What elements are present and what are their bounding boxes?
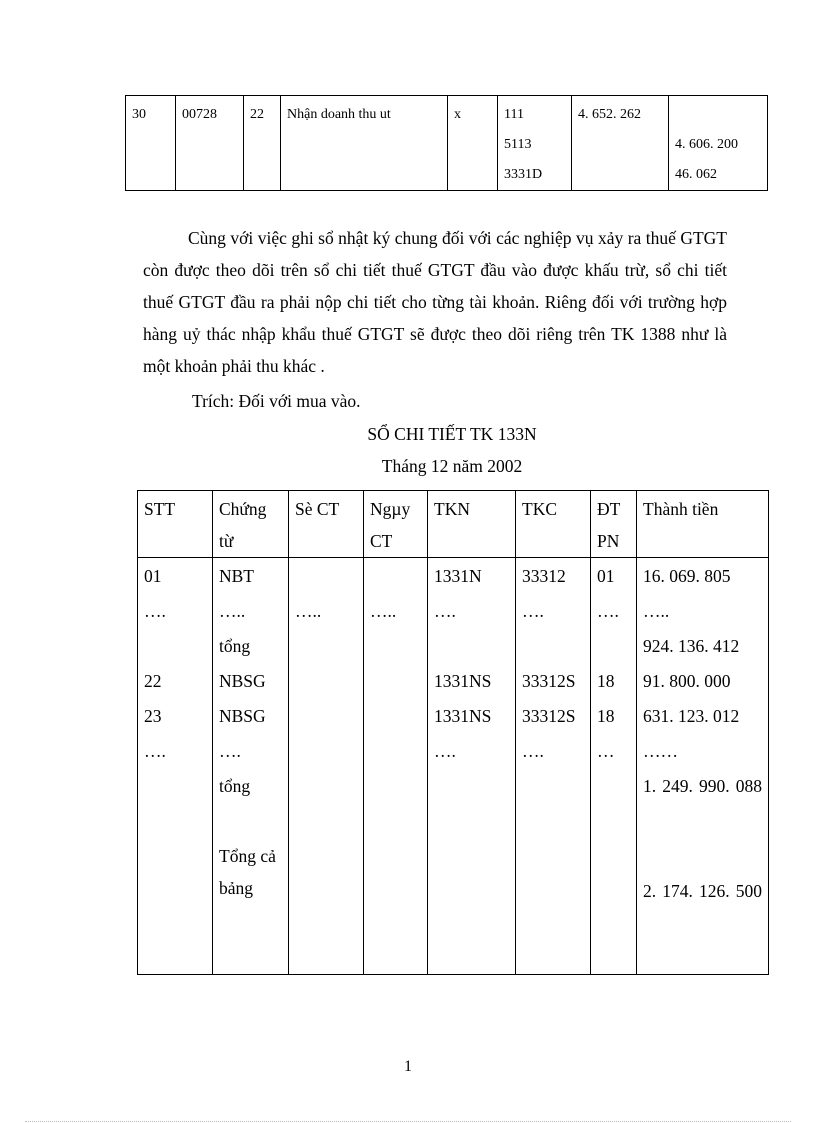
tkc-cell: ….	[522, 601, 544, 621]
thanh-tien-cell: 924. 136. 412	[643, 636, 740, 656]
ledger-chung-tu: 00728	[176, 96, 244, 191]
tkc-cell: 33312S	[522, 671, 576, 691]
header-chung-tu-text: Chứng từ	[219, 499, 267, 551]
ngay-ct-cell	[370, 560, 421, 595]
detail-table	[137, 490, 769, 975]
ledger-ngay: 22	[244, 96, 281, 191]
page-title: SỔ CHI TIẾT TK 133N	[367, 424, 537, 444]
ledger-mark: x	[448, 96, 498, 191]
thanh-tien-cell: ……	[643, 741, 678, 761]
ledger-stt: 30	[126, 96, 176, 191]
dtpn-cell: 01	[597, 566, 615, 586]
col-ngay-ct	[364, 558, 428, 975]
thanh-tien-cell	[643, 840, 762, 875]
body-paragraph	[143, 222, 727, 382]
dtpn-cell: 18	[597, 671, 615, 691]
dtpn-cell: …	[597, 741, 615, 761]
header-thanh-tien: Thành tiền	[637, 491, 769, 558]
ledger-table	[125, 95, 768, 191]
thanh-tien-cell: 631. 123. 012	[643, 706, 740, 726]
body-paragraph-text: Cùng với việc ghi sổ nhật ký chung đối với các nghiệp vụ xảy ra thuế GTGT còn được theo dõi trên sổ chi tiết thuế GTGT đầu vào được khấu trừ, sổ chi tiết thuế GTGT đầu ra phải nộp chi tiết cho từng tài khoản. Riêng đối với trường hợp hàng uỷ thác nhập khẩu thuế GTGT sẽ được theo dõi riêng trên TK 1388 như là một khoản phải thu khác .	[143, 228, 727, 376]
page-bottom-rule	[25, 1121, 791, 1122]
col-thanh-tien	[637, 558, 769, 975]
header-chung-tu	[213, 491, 289, 558]
tkc-cell: 33312	[522, 566, 566, 586]
tkn-cell: 1331NS	[434, 706, 492, 726]
so-ct-cell	[295, 560, 357, 595]
header-stt: STT	[138, 491, 213, 558]
dtpn-cell: 18	[597, 706, 615, 726]
stt-cell: ….	[144, 601, 166, 621]
col-chung-tu	[213, 558, 289, 975]
col-stt	[138, 558, 213, 975]
thanh-tien-cell: …..	[643, 601, 670, 621]
ngay-ct-cell: …..	[370, 601, 397, 621]
stt-cell: 01	[144, 566, 162, 586]
ledger-debit: 4. 652. 262	[572, 96, 669, 191]
header-dtpn	[591, 491, 637, 558]
stt-cell: ….	[144, 741, 166, 761]
thanh-tien-cell: 2. 174. 126. 500	[643, 881, 762, 901]
ledger-accounts	[498, 96, 572, 191]
ledger-dien-giai: Nhận doanh thu ut	[281, 96, 448, 191]
header-tkc: TKC	[516, 491, 591, 558]
ledger-account: 5113	[504, 137, 532, 152]
thanh-tien-cell: 91. 800. 000	[643, 671, 731, 691]
dtpn-cell: ….	[597, 601, 619, 621]
chung-tu-cell	[219, 805, 282, 840]
header-ngay-ct	[364, 491, 428, 558]
table-row	[126, 96, 768, 191]
stt-cell: 22	[144, 671, 162, 691]
extract-label: Trích: Đối với mua vào.	[192, 391, 361, 411]
tkc-cell: ….	[522, 741, 544, 761]
chung-tu-cell: NBT	[219, 566, 254, 586]
stt-cell	[144, 630, 206, 665]
header-tkn: TKN	[428, 491, 516, 558]
ledger-credit: 46. 062	[675, 167, 717, 182]
col-so-ct	[289, 558, 364, 975]
tkn-cell: ….	[434, 741, 456, 761]
tkn-cell: 1331N	[434, 566, 482, 586]
chung-tu-cell: Tổng cả bảng	[219, 846, 276, 898]
tkn-cell: 1331NS	[434, 671, 492, 691]
page-subtitle: Tháng 12 năm 2002	[381, 456, 523, 476]
tkc-cell	[522, 630, 584, 665]
header-dtpn-text: ĐT PN	[597, 499, 621, 551]
ledger-account: 3331D	[504, 167, 543, 182]
page-number: 1	[404, 1058, 412, 1075]
chung-tu-cell: …..	[219, 601, 246, 621]
tkn-cell: ….	[434, 601, 456, 621]
chung-tu-cell: tổng	[219, 636, 251, 656]
ledger-credits	[669, 96, 768, 191]
col-tkn	[428, 558, 516, 975]
chung-tu-cell: ….	[219, 741, 241, 761]
chung-tu-cell: NBSG	[219, 671, 266, 691]
table-header-row	[138, 491, 769, 558]
tkn-cell	[434, 630, 509, 665]
thanh-tien-cell: 16. 069. 805	[643, 566, 731, 586]
tkc-cell: 33312S	[522, 706, 576, 726]
so-ct-cell: …..	[295, 601, 322, 621]
col-tkc	[516, 558, 591, 975]
stt-cell: 23	[144, 706, 162, 726]
ledger-credit	[675, 100, 762, 130]
ledger-account: 111	[504, 107, 524, 122]
ledger-credit: 4. 606. 200	[675, 137, 738, 152]
header-ngay-ct-text: Ngµy CT	[370, 499, 411, 551]
thanh-tien-cell: 1. 249. 990. 088	[643, 776, 762, 796]
chung-tu-cell: tổng	[219, 776, 251, 796]
col-dtpn	[591, 558, 637, 975]
table-row	[138, 558, 769, 975]
chung-tu-cell: NBSG	[219, 706, 266, 726]
header-so-ct: Sè CT	[289, 491, 364, 558]
dtpn-cell	[597, 630, 630, 665]
